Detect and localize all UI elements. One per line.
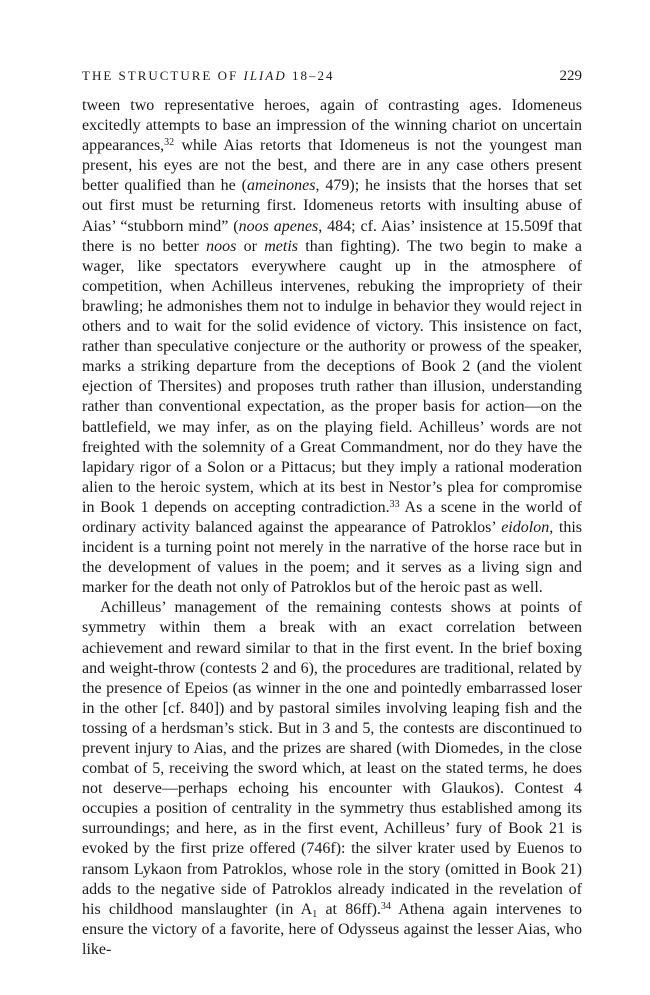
text-run: , this incident is a turning point not merely in the narrative of the horse race but in the development of values in the poem; and it serves as a living sign and marker for the death not only of Patroklos but of the heroic past as well. [82,518,582,597]
italic-term: eidolon [501,518,550,536]
text-run: while Aias retorts that Idomeneus is not the youngest man present, his eyes are not the best, and there are in any case others present better qualified than he ( [82,137,582,195]
italic-term: metis [264,237,299,255]
body-text [82,96,582,960]
footnote-ref: 34 [380,900,391,912]
subscript: 1 [312,908,318,920]
italic-term: ameinones [247,177,316,195]
paragraph-1 [82,96,582,598]
footnote-ref: 33 [389,498,400,510]
text-run: tween two representative heroes, again of contrasting ages. Idomeneus excitedly attempts to base an impression of the winning chariot on uncertain appearances, [82,97,582,155]
italic-term: noos [206,237,237,255]
text-run: , 479); he insists that the horses that set out first must be returning first. Idomeneus retorts with insulting abuse of Aias’ “stubborn mind” ( [82,177,583,235]
italic-term: noos apenes [238,217,319,235]
page-number: 229 [559,68,582,84]
text-run: or [236,237,265,255]
running-head-title [82,68,334,84]
text-run: than fighting). The two begin to make a wager, like spectators everywhere caught up in the atmosphere of competition, when Achilleus intervenes, rebuking the impropriety of their brawling; he admonishes them not to indulge in behavior they would reject in others and to wait for the solid evidence of victory. This insistence on fact, rather than speculative conjecture or the authority or prowess of the speaker, marks a striking departure from the deceptions of Book 2 (and the violent ejection of Thersites) and proposes truth rather than illusion, understanding rather than conventional expectation, as the proper basis for action—on the battlefield, we may infer, as on the playing field. Achilleus’ words are not freighted with the solemnity of a Great Commandment, nor do they have the lapidary rigor of a Solon or a Pittacus; but they imply a rational moderation alien to the heroic system, which at its best in Nestor’s plea for compromise in Book 1 depends on accepting contradiction. [82,237,582,516]
title-italic: ILIAD [243,68,287,83]
paragraph-2 [82,598,582,960]
text-run: Athena again intervenes to ensure the victory of a favorite, here of Odysseus against the lesser Aias, who like- [82,900,582,958]
text-run: , 484; cf. Aias’ insistence at 15.509f that there is no better [82,217,583,255]
text-run: at 86ff). [317,900,381,918]
footnote-ref: 32 [164,137,175,149]
running-head [82,68,582,90]
title-prefix: THE STRUCTURE OF [82,68,244,83]
text-run: As a scene in the world of ordinary activity balanced against the appearance of Patroklos’ [82,498,582,536]
text-run: Achilleus’ management of the remaining contests shows at points of symmetry within them a break with an exact correlation between achievement and reward similar to that in the first event. In the brief boxing and weight-throw (contests 2 and 6), the procedures are traditional, related by the presence of Epeios (as winner in the one and pointedly embarrassed loser in the other [cf. 840]) and by pastoral similes involving leaping fish and the tossing of a herdsman’s stick. But in 3 and 5, the contests are discontinued to prevent injury to Aias, and the prizes are shared (with Diomedes, in the close combat of 5, receiving the sword which, at least on the stated terms, he does not deserve—perhaps echoing his encounter with Glaukos). Contest 4 occupies a position of centrality in the symmetry thus established among its surroundings; and here, as in the first event, Achilleus’ fury of Book 21 is evoked by the first prize offered (746f): the silver krater used by Euenos to ransom Lykaon from Patroklos, whose role in the story (omitted in Book 21) adds to the negative side of Patroklos already indicated in the revelation of his childhood manslaughter (in A [82,599,582,918]
title-suffix: 18–24 [286,68,335,83]
